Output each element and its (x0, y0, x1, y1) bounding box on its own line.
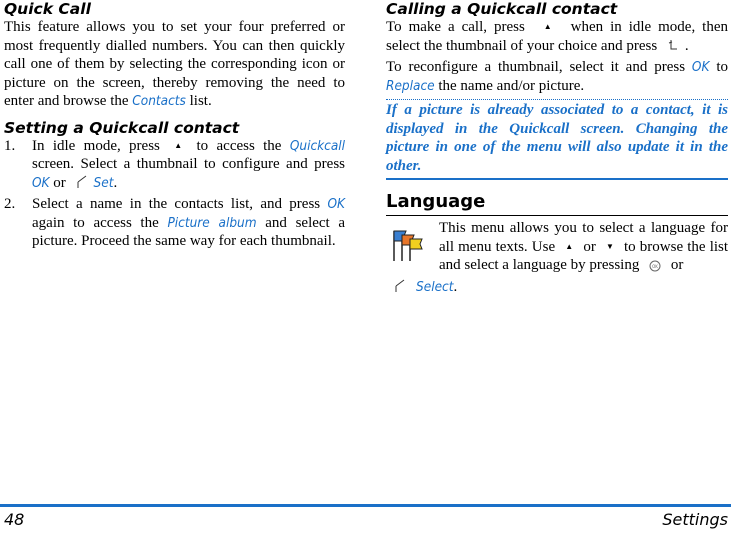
quick-call-heading: Quick Call (4, 0, 91, 18)
right-column (386, 0, 728, 299)
quick-call-intro: This feature allows you to set your four preferred or most frequently dialled numbers. You can then quickly call one of them by selecting the corresponding icon or picture on the screen, thereby removing the need to enter and browse the Contacts list. (4, 19, 345, 109)
left-softkey-icon (392, 278, 408, 300)
page-number: 48 (4, 510, 25, 529)
step-2: 2. Select a name in the contacts list, and press OK again to access the Picture album and select a picture. Proceed the same way for each thumbnail. (4, 196, 346, 249)
up-arrow-icon: ▲ (565, 241, 574, 251)
quickcall-keyword: Quickcall (289, 137, 346, 154)
ok-keyword: OK (32, 174, 50, 191)
section-name: Settings (662, 510, 728, 529)
calling-text: To make a call, press ▲ when in idle mode, then select the thumbnail of your choice and press . To reconfigure a thumbnail, select it and press OK to Replace the name and/or picture. (386, 19, 728, 94)
calling-quickcall-heading: Calling a Quickcall contact (386, 0, 618, 18)
select-keyword: Select (416, 278, 454, 295)
left-column (4, 0, 345, 251)
language-text-top: This menu allows you to select a language for all menu texts. Use ▲ or ▼ to browse the list and select a language by pressing OK or (439, 219, 728, 278)
call-key-icon (665, 37, 681, 59)
note-bottom-rule (386, 178, 728, 180)
left-softkey-icon (74, 174, 90, 196)
step-1: 1. In idle mode, press ▲ to access the Quickcall screen. Select a thumbnail to configure and press OK or Set. (4, 137, 345, 196)
up-arrow-icon: ▲ (543, 22, 552, 31)
replace-keyword: Replace (386, 77, 435, 94)
setting-quickcall-heading: Setting a Quickcall contact (4, 118, 240, 137)
contacts-keyword: Contacts (132, 93, 186, 109)
picture-album-keyword: Picture album (167, 214, 257, 231)
ok-keyword: OK (327, 196, 345, 212)
ok-keyword: OK (691, 59, 710, 75)
set-keyword: Set (93, 174, 114, 191)
ok-key-icon (649, 259, 661, 278)
up-arrow-icon: ▲ (174, 140, 183, 150)
language-block (386, 219, 728, 299)
down-arrow-icon: ▼ (605, 241, 614, 251)
language-rule (386, 215, 728, 216)
language-heading: Language (386, 191, 486, 212)
language-flags-icon (390, 227, 424, 269)
footer-bar (0, 504, 731, 507)
setting-steps-list (4, 137, 345, 251)
language-text-bottom: Select. (386, 278, 728, 300)
note-text: If a picture is already associated to a contact, it is displayed in the Quickcall screen. Changing the picture in one of the menu will also update it in the other. (386, 102, 728, 174)
svg-text:OK: OK (652, 264, 658, 269)
